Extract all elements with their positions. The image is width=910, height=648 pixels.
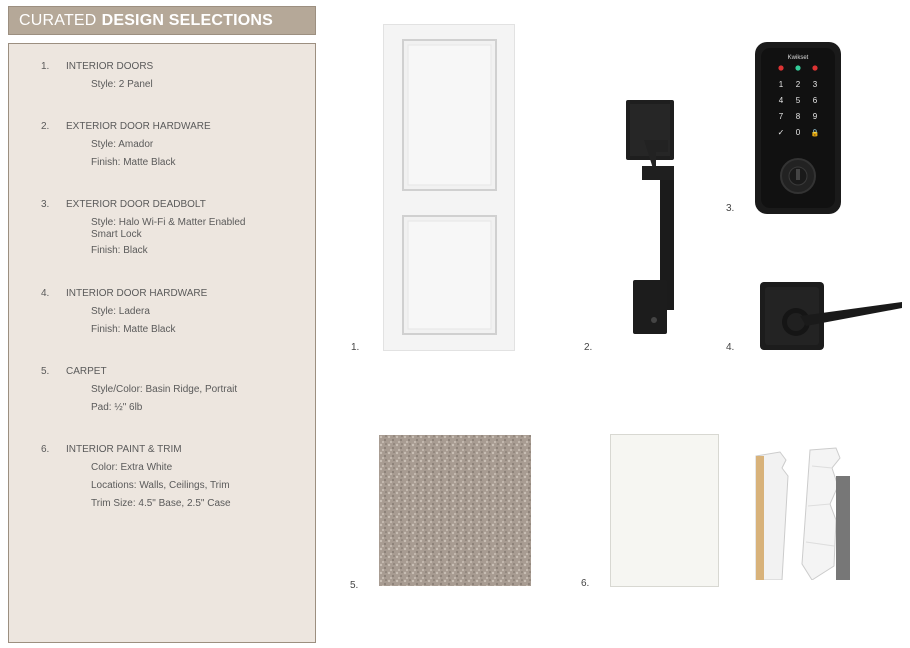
image-label-2: 2. xyxy=(584,342,593,353)
image-label-4: 4. xyxy=(726,342,735,353)
item-detail: Style: Amador xyxy=(91,139,154,150)
keypad-key: 5 xyxy=(795,96,801,105)
keypad-key: 4 xyxy=(778,96,784,105)
item-title: EXTERIOR DOOR HARDWARE xyxy=(66,121,211,132)
item-detail: Finish: Black xyxy=(91,245,148,256)
item-detail: Color: Extra White xyxy=(91,462,173,473)
image-label-3: 3. xyxy=(726,203,735,214)
smart-deadbolt-image xyxy=(755,42,841,214)
item-detail: Trim Size: 4.5" Base, 2.5" Case xyxy=(91,498,231,509)
image-label-5: 5. xyxy=(350,580,359,591)
item-detail: Finish: Matte Black xyxy=(91,157,176,168)
image-label-1: 1. xyxy=(351,342,360,353)
carpet-swatch-image xyxy=(379,435,531,586)
keypad-key: 1 xyxy=(778,80,784,89)
keypad-key: ✓ xyxy=(777,128,785,137)
item-detail: Style/Color: Basin Ridge, Portrait xyxy=(91,384,238,395)
item-detail: Locations: Walls, Ceilings, Trim xyxy=(91,480,230,491)
item-detail: Style: Ladera xyxy=(91,306,150,317)
item-title: CARPET xyxy=(66,366,107,377)
interior-lever-image xyxy=(760,282,904,356)
keypad-key: 9 xyxy=(812,112,818,121)
keypad-key: 7 xyxy=(778,112,784,121)
handleset-image xyxy=(622,100,682,336)
keypad-key: 🔒 xyxy=(810,130,820,137)
image-label-6: 6. xyxy=(581,578,590,589)
item-detail: Style: Halo Wi-Fi & Matter Enabled Smart Lock xyxy=(91,217,246,240)
item-title: INTERIOR DOOR HARDWARE xyxy=(66,288,208,299)
paint-swatch-image xyxy=(610,434,719,587)
keypad-key: 0 xyxy=(795,128,801,137)
keypad-key: 8 xyxy=(795,112,801,121)
keypad-key: 2 xyxy=(795,80,801,89)
item-number: 4. xyxy=(41,288,50,299)
item-number: 5. xyxy=(41,366,50,377)
interior-door-image xyxy=(383,24,515,351)
page-header xyxy=(8,6,316,35)
item-number: 2. xyxy=(41,121,50,132)
item-detail: Finish: Matte Black xyxy=(91,324,176,335)
item-detail: Pad: ½" 6lb xyxy=(91,402,143,413)
item-number: 6. xyxy=(41,444,50,455)
item-number: 3. xyxy=(41,199,50,210)
header-light-text: CURATED xyxy=(19,11,97,29)
item-title: EXTERIOR DOOR DEADBOLT xyxy=(66,199,206,210)
item-number: 1. xyxy=(41,61,50,72)
keypad-key: 3 xyxy=(812,80,818,89)
item-detail: Style: 2 Panel xyxy=(91,79,153,90)
trim-profile-image xyxy=(752,446,852,580)
header-bold-text: DESIGN SELECTIONS xyxy=(101,11,273,29)
selections-panel xyxy=(8,43,316,643)
brand-text: Kwikset xyxy=(787,55,809,61)
item-title: INTERIOR PAINT & TRIM xyxy=(66,444,182,455)
item-title: INTERIOR DOORS xyxy=(66,61,154,72)
keypad-key: 6 xyxy=(812,96,818,105)
